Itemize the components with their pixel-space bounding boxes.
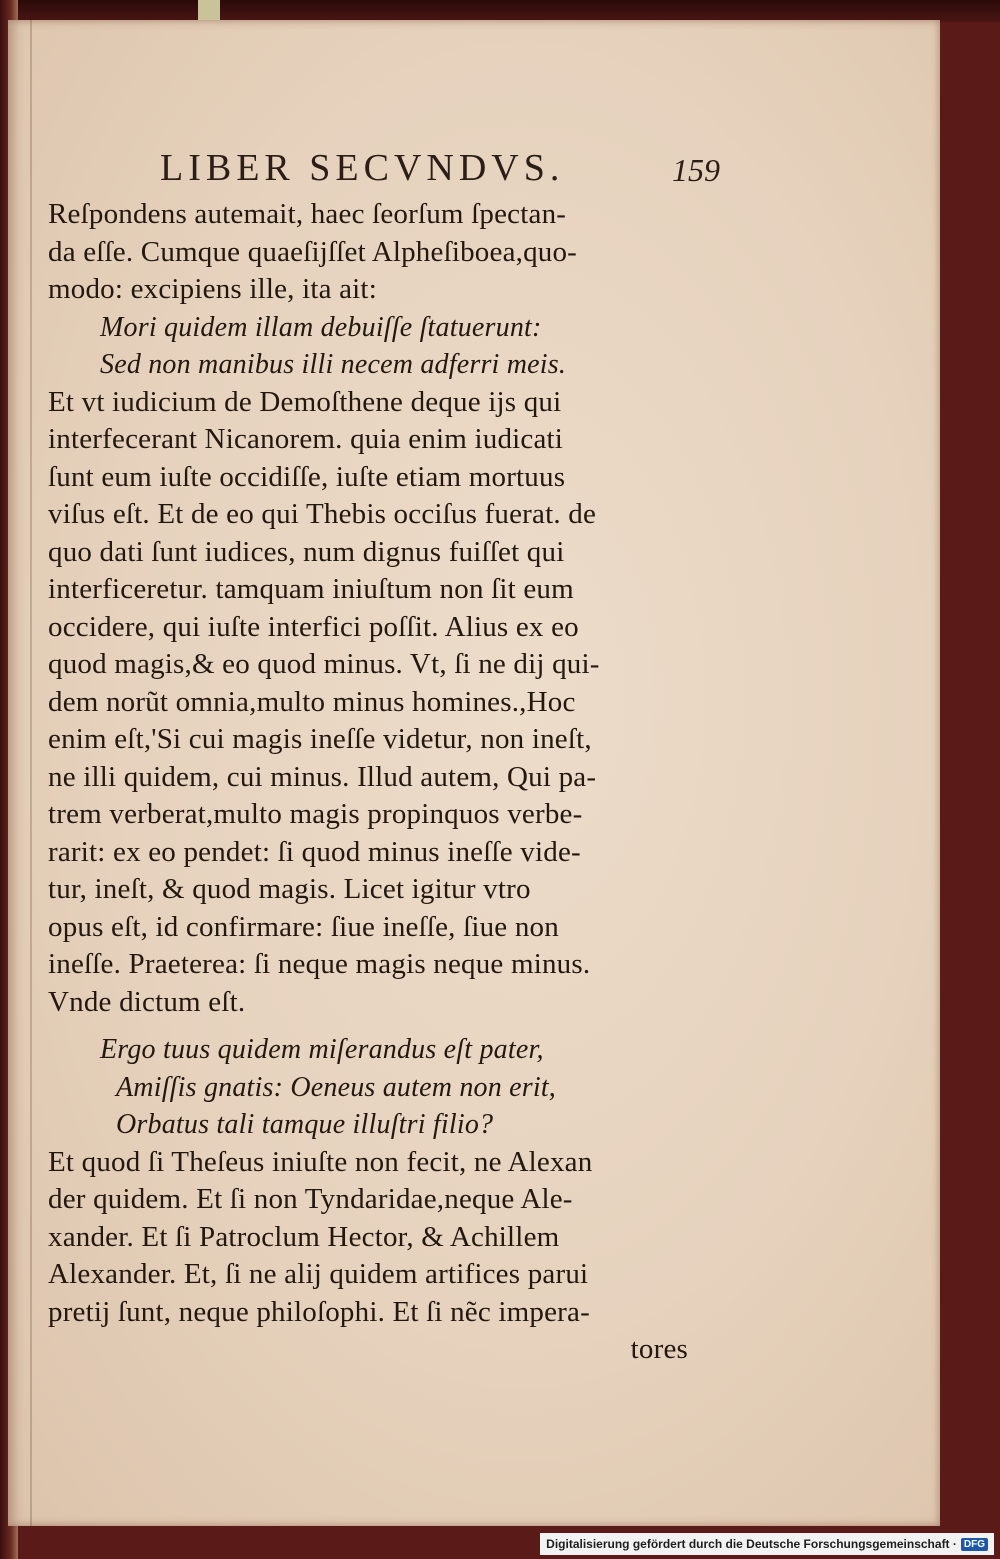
text-line: tur, ineſt, & quod magis. Licet igitur vtro — [48, 873, 531, 905]
text-block — [48, 196, 708, 1369]
text-line: occidere, qui iuſte interfici poſſit. Alius ex eo — [48, 610, 579, 643]
catchword: tores — [630, 1333, 688, 1365]
text-line: opus eſt, id confirmare: ſiue ineſſe, ſiue non — [48, 910, 559, 943]
text-line: pretij ſunt, neque philoſophi. Et ſi nẽc impera- — [48, 1295, 590, 1328]
dfg-logo: DFG — [961, 1538, 988, 1551]
text-line: viſus eſt. Et de eo qui Thebis occiſus fuerat. de — [48, 498, 597, 530]
text-line: quo dati ſunt iudices, num dignus fuiſſet qui — [48, 535, 565, 568]
text-line: ne illi quidem, cui minus. Illud autem, Qui pa- — [48, 760, 597, 793]
text-line: trem verberat,multo magis propinquos verbe- — [48, 798, 583, 830]
text-line: Mori quidem illam debuiſſe ſtatuerunt: — [100, 311, 542, 343]
text-line: Vnde dictum eſt. — [48, 985, 246, 1018]
text-line: Reſpondens autemait, haec ſeorſum ſpectan- — [48, 198, 567, 230]
text-line: da eſſe. Cumque quaeſijſſet Alpheſiboea,quo- — [48, 235, 578, 268]
text-line: ineſſe. Praeterea: ſi neque magis neque minus. — [48, 948, 591, 980]
scan-top-border — [0, 0, 1000, 22]
text-line: Et vt iudicium de Demoſthene deque ijs qui — [48, 385, 562, 418]
footer-credit: Digitalisierung gefördert durch die Deutsche Forschungsgemeinschaft · — [546, 1537, 957, 1551]
text-line: enim eſt,'Si cui magis ineſſe videtur, non ineſt, — [48, 723, 592, 755]
text-line: modo: excipiens ille, ita ait: — [48, 273, 377, 305]
text-line: ſunt eum iuſte occidiſſe, iuſte etiam mortuus — [48, 460, 566, 493]
text-line: der quidem. Et ſi non Tyndaridae,neque Ale- — [48, 1183, 573, 1215]
digitization-footer — [540, 1533, 994, 1555]
text-line: Ergo tuus quidem miſerandus eſt pater, — [100, 1034, 544, 1065]
text-line: Amiſſis gnatis: Oeneus autem non erit, — [116, 1071, 557, 1103]
text-line: Sed non manibus illi necem adferri meis. — [100, 349, 567, 380]
running-head: LIBER SECVNDVS. — [160, 147, 565, 189]
text-line: dem norũt omnia,multo minus homines.,Hoc — [48, 685, 576, 718]
text-line: Orbatus tali tamque illuſtri filio? — [116, 1109, 494, 1140]
text-line: Et quod ſi Theſeus iniuſte non fecit, ne Alexan — [48, 1145, 593, 1178]
page-header — [160, 138, 720, 198]
page-number: 159 — [672, 152, 720, 188]
text-line: interfecerant Nicanorem. quia enim iudicati — [48, 423, 564, 455]
text-line: interficeretur. tamquam iniuſtum non ſit eum — [48, 573, 574, 605]
text-line: quod magis,& eo quod minus. Vt, ſi ne dij qui- — [48, 648, 600, 680]
bookmark-tab — [198, 0, 220, 22]
gutter-fold — [30, 20, 32, 1526]
text-line: rarit: ex eo pendet: ſi quod minus ineſſe vide- — [48, 835, 581, 868]
text-line: xander. Et ſi Patroclum Hector, & Achillem — [48, 1220, 560, 1253]
book-page — [8, 20, 940, 1526]
text-line: Alexander. Et, ſi ne alij quidem artifices parui — [48, 1258, 589, 1290]
